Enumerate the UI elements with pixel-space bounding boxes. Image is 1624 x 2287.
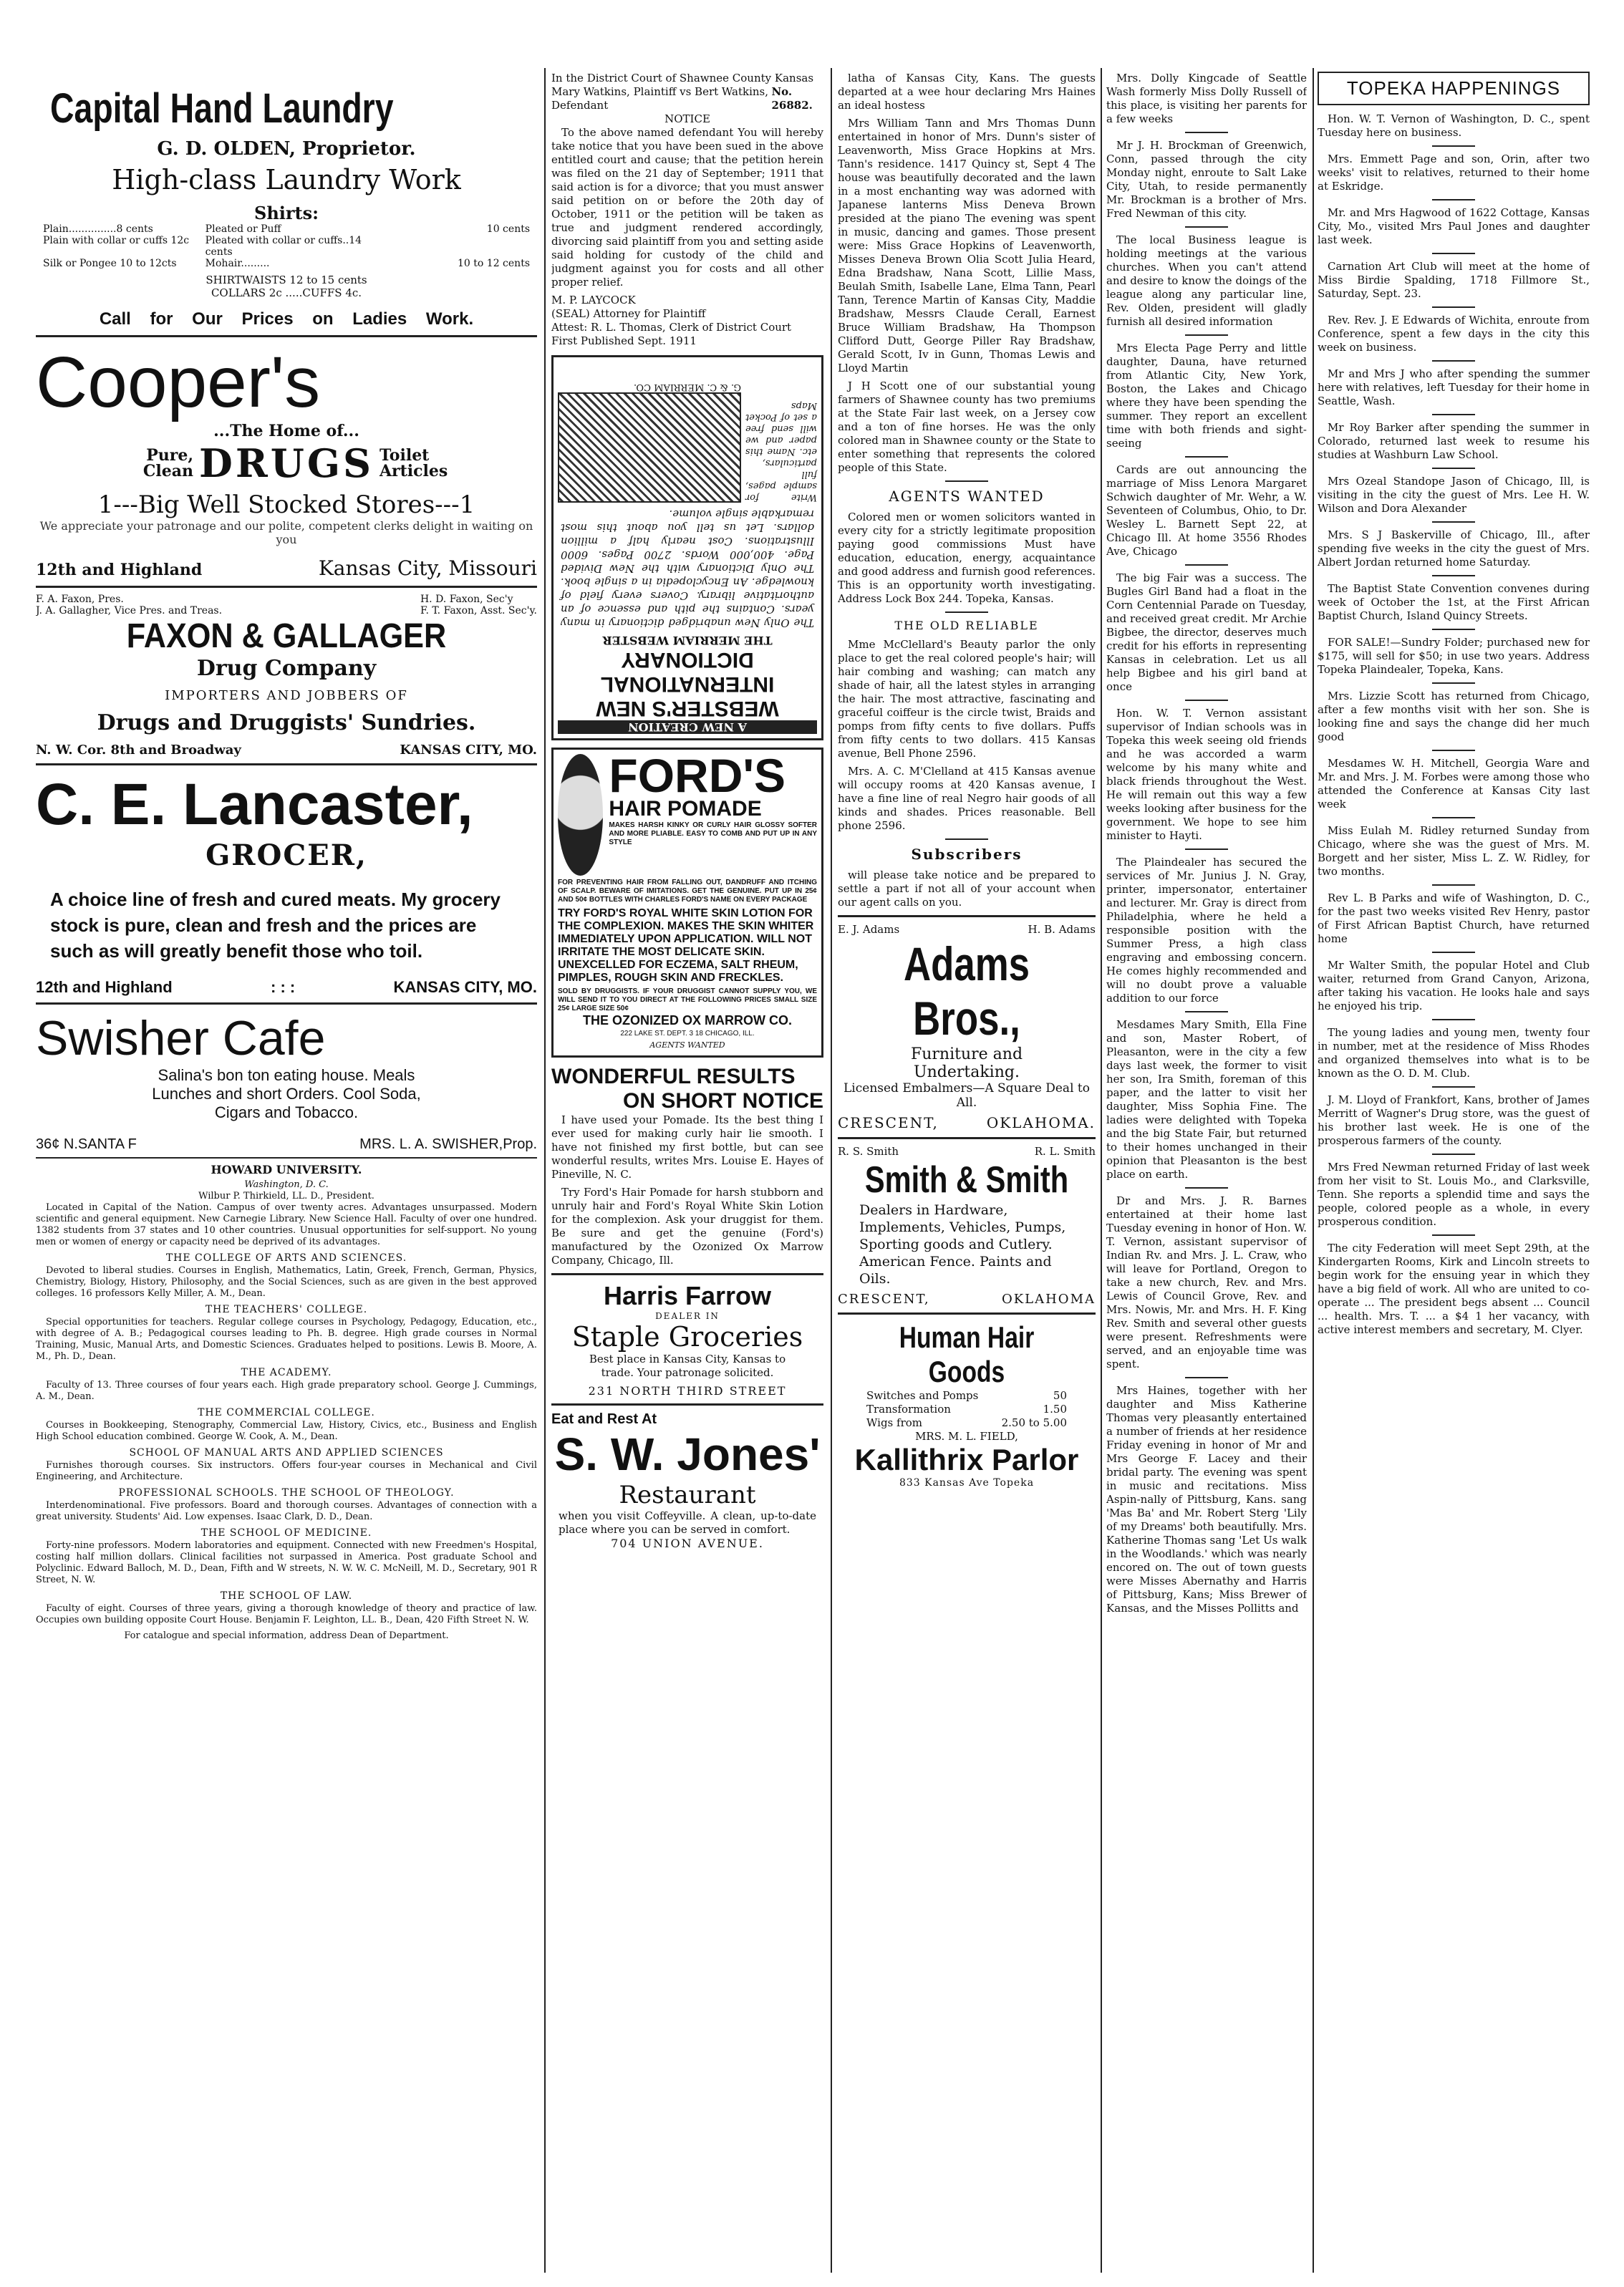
notice-body: To the above named defendant You will hereby take notice that you have been sued in the above entitled court and cause; that the petition herein was filed on the 21 day of September; 1911 that said action is for a divorce; that you must answer said petition on or before the 20th day of October, 1911 or the petition will be taken as true and judgment rendered accordingly, divorcing said plaintiff from you and setting aside said holding for custody of the child and judgment against you for costs and all other proper relief. [551,126,823,289]
news-item: Carnation Art Club will meet at the home of Miss Birdie Spalding, 1718 Fillmore St., Saturday, Sept. 23. [1318,260,1590,300]
lancaster-grocer: GROCER, [206,838,367,872]
faxon-subtitle: Drug Company [196,656,377,681]
adams-sub: Furniture and Undertaking. [910,1045,1023,1081]
divider [1185,564,1228,566]
dictionary-book-icon [558,392,741,503]
price-cell: 10 to 12 cents [458,258,531,269]
subscribers-title: Subscribers [911,846,1023,863]
jones-title: S. W. Jones' [554,1428,821,1480]
swisher-line: Salina's bon ton eating house. Meals [158,1066,415,1084]
cooper-stores: 1---Big Well Stocked Stores---1 [97,490,475,519]
divider [1185,226,1228,228]
divider [1432,1086,1475,1088]
news-item: The Plaindealer has secured the services of Mr. Junius J. N. Gray, printer, impersonator, entertainer and lecturer. Mr. Gray is direct from Philadelphia, where he held a responsible position with the Summer Press, a high class engraving and embossing concern. He comes highly recommended and will no doubt prove a valuable addition to our force [1106,856,1307,1005]
webster-tag: A NEW CREATION [558,720,817,734]
smith-officer-right: R. L. Smith [1034,1145,1096,1158]
news-item: Hon. W. T. Vernon assistant supervisor of Indian schools was in Topeka this week seeing old friends and he was accorded a warm welcome by his many white and black friends throughout the West. He will remain out this way a few weeks looking after business for the government. We hope to see him minister to Hayti. [1106,707,1307,842]
divider [1432,629,1475,630]
divider [36,1002,537,1005]
notice-number: No. 26882. [771,85,813,112]
smith-title: Smith & Smith [864,1159,1069,1201]
howard-section-text: Special opportunities for teachers. Regular college courses in Psychology, Pedagogy, Education, etc., with degree of A. B.; Pedagogical courses leading to Ph. B. degree. High grade courses in Normal Training, Music, Manual Arts, and Domestic Sciences. Graduates helped to positions. Lewis B. Moore, A. M., Ph. D., Dean. [36,1317,537,1362]
divider [1432,682,1475,684]
adams-body: Licensed Embalmers—A Square Deal to All. [844,1081,1090,1110]
webster-publisher: G. & C. MERRIAM CO. [634,382,741,392]
news-item: The big Fair was a success. The Bugles Girl Band had a float in the Corn Centennial Parade on Tuesday, and received great credit. Mr Archie Bigbee, the director, deserves much credit for his efforts in representing Kansas in celebration. Let us all help Bigbee and his girl band at once [1106,571,1307,693]
column-5 [1318,72,1590,2273]
fords-address: 222 LAKE ST. DEPT. 3 18 CHICAGO, ILL. [620,1030,755,1038]
divider [551,1403,823,1406]
wonderful-title-2: ON SHORT NOTICE [622,1089,823,1113]
divider [1185,132,1228,133]
divider [1432,1154,1475,1155]
laundry-title: Capital Hand Laundry [50,85,394,132]
divider [1432,1234,1475,1236]
divider [1432,817,1475,818]
news-item: J. M. Lloyd of Frankfort, Kans, brother of James Merritt of Wagner's Drug store, was the guest of his brother last week. He is one of the prosperous farmers of the county. [1318,1093,1590,1147]
notice-signature: M. P. LAYCOCK [551,294,636,306]
howard-section-heading: THE SCHOOL OF LAW. [220,1590,353,1602]
faxon-officers-left: F. A. Faxon, Pres. J. A. Gallagher, Vice Pres. and Treas. [36,594,223,617]
drugs-row [36,440,537,486]
fords-title: FORD'S [609,749,786,802]
human-item-price: 1.50 [1043,1403,1067,1416]
faxon-title: FAXON & GALLAGER [126,617,447,655]
price-row [36,258,537,269]
adams-city [838,1114,1096,1131]
lancaster-colons: : : : [271,978,296,996]
agents-title: AGENTS WANTED [889,488,1045,505]
human-item-label: Switches and Pomps [866,1389,979,1402]
jones-address: 704 UNION AVENUE. [611,1537,764,1550]
price-row [36,223,537,235]
adams-ad [838,923,1096,1131]
howard-section-text: Devoted to liberal studies. Courses in English, Mathematics, Latin, Greek, French, German, Physics, Chemistry, Biology, History, Philosophy, and the Social Sciences, such as are given in the best approved colleges. 16 professors Kelly Miller, A. M., Dean. [36,1265,537,1299]
human-title: Human Hair Goods [899,1320,1035,1388]
divider [1185,1377,1228,1378]
fords-subtitle: HAIR POMADE [609,797,762,821]
cooper-appreciate: We appreciate your patronage and our polite, competent clerks delight in waiting on you [39,519,533,546]
news-item: Mesdames W. H. Mitchell, Georgia Ware and Mr. and Mrs. J. M. Forbes were among those who attended the Conference at Kansas City last week [1318,757,1590,811]
wonderful-ad [551,1065,823,1267]
divider [1432,521,1475,523]
smith-officer-left: R. S. Smith [838,1145,899,1158]
fords-ad [551,748,823,1058]
divider [1432,468,1475,469]
smith-city-right: OKLAHOMA [1001,1292,1096,1307]
lancaster-address-left: 12th and Highland [36,978,173,996]
news-item: The Baptist State Convention convenes during week of October the 1st, at the First African Baptist Church, Island Quincy Streets. [1318,582,1590,622]
jones-body: when you visit Coffeyville. A clean, up-to-date place where you can be served in comfort. [559,1509,816,1536]
harris-address: 231 NORTH THIRD STREET [588,1384,787,1398]
jones-ad [551,1411,823,1550]
fords-small-1: MAKES HARSH KINKY OR CURLY HAIR GLOSSY SOFTER AND MORE PLIABLE. EASY TO COMB AND PUT UP IN ANY STYLE [609,821,817,846]
smith-body: Dealers in Hardware, Implements, Vehicles, Pumps, Sporting goods and Cutlery. American Fence. Paints and Oils. [859,1202,1066,1287]
divider [1432,575,1475,576]
adams-officer-right: H. B. Adams [1028,923,1096,936]
howard-section-heading: SCHOOL OF MANUAL ARTS AND APPLIED SCIENCES [129,1447,444,1459]
webster-coupon: Write for sample pages, full particulars, etc. Name this paper and we will send free a set of Pocket Maps [745,400,817,503]
adams-title: Adams Bros., [903,937,1030,1045]
news-item: latha of Kansas City, Kans. The guests departed at a wee hour declaring Mrs Haines an ideal hostess [838,72,1096,112]
news-item: Mr J. H. Brockman of Greenwich, Conn, passed through the city Monday night, enroute to Salt Lake City, Utah, to reside permanently Mr. Brockman is a brother of Mrs. Fred Newman of this city. [1106,139,1307,220]
news-item: Mrs Ozeal Standope Jason of Chicago, Ill, is visiting in the city the guest of Mrs. Lee H. W. Wilson and Dora Alexander [1318,475,1590,515]
fords-royal: TRY FORD'S ROYAL WHITE SKIN LOTION FOR THE COMPLEXION. MAKES THE SKIN WHITER IMMEDIATELY UPON APPLICATION. WILL NOT IRRITATE THE MOST DELICATE SKIN. UNEXCELLED FOR ECZEMA, SALT RHEUM, PIMPLES, ROUGH SKIN AND FRECKLES. [558,907,814,984]
howard-section-text: Faculty of 13. Three courses of four years each. High grade preparatory school. George J. Cummings, A. M., Dean. [36,1380,537,1402]
jones-restaurant: Restaurant [619,1481,756,1509]
jones-eat: Eat and Rest At [551,1411,657,1427]
fords-small-2: FOR PREVENTING HAIR FROM FALLING OUT, DANDRUFF AND ITCHING OF SCALP. BEWARE OF IMITATIONS. GET THE GENUINE. PUT UP IN 25¢ AND 50¢ BOTTLES WITH CHARLES FORD'S NAME ON EVERY PACKAGE [558,879,817,904]
howard-section-heading: PROFESSIONAL SCHOOLS. THE SCHOOL OF THEOLOGY. [118,1487,455,1499]
notice-court: In the District Court of Shawnee County Kansas [551,72,814,84]
news-item: FOR SALE!—Sundry Folder; purchased new for $175, will sell for $50; in use two years. Address Topeka Plaindealer, Topeka, Kans. [1318,636,1590,676]
divider [1432,1019,1475,1020]
news-item: Mr Walter Smith, the popular Hotel and Club waiter, returned from Grand Canyon, Arizona, after taking his vacation. He looks hale and says he enjoyed his trip. [1318,959,1590,1012]
portrait-icon [558,754,603,876]
price-cell: Silk or Pongee 10 to 12cts [43,258,177,269]
howard-section-text: Faculty of eight. Courses of three years, giving a thorough knowledge of theory and practice of law. Occupies own building opposite Court House. Benjamin F. Leighton, LL. B., Dean, 420 Fifth Street N. W. [36,1603,537,1625]
divider [1185,848,1228,850]
price-cell: 10 cents [486,223,531,235]
swisher-line: Cigars and Tobacco. [214,1103,359,1121]
divider [1432,253,1475,254]
fords-company: THE OZONIZED OX MARROW CO. [583,1013,792,1028]
divider [1185,1187,1228,1189]
human-item-label: Wigs from [866,1416,922,1429]
howard-location: Washington, D. C. [244,1179,329,1190]
howard-intro: Located in Capital of the Nation. Campus of over twenty acres. Advantages unsurpassed. Modern scientific and general equipment. New Carnegie Library. New Science Hall. Faculty of over one hundred. 1382 students from 37 states and 10 other countries. Unusual opportunities for self-support. No young men or women of energy or capacity need be deprived of its advantages. [36,1202,537,1247]
lancaster-body: A choice line of fresh and cured meats. My grocery stock is pure, clean and fresh and the prices are such as will greatly benefit those who toil. [50,889,501,962]
divider [1432,952,1475,953]
news-item: Mrs. Emmett Page and son, Orin, after two weeks' visit to relatives, returned to their home at Eskridge. [1318,153,1590,193]
divider [838,1137,1096,1139]
faxon-address-left: N. W. Cor. 8th and Broadway [36,743,241,758]
howard-section-text: Furnishes thorough courses. Six instructors. Offers four-year courses in Mechanical and Civil Engineering, and Architecture. [36,1460,537,1482]
fords-header [558,749,817,876]
lancaster-address-right: KANSAS CITY, MO. [393,978,537,996]
subscribers-body: will please take notice and be prepared to settle a part if not all of your account when our agent calls on you. [838,869,1096,909]
laundry-call: Call for Our Prices on Ladies Work. [99,309,474,329]
wonderful-body-2: Try Ford's Hair Pomade for harsh stubborn and unruly hair and Ford's Royal White Skin Lotion for the complexion. Ask your druggist for them. Be sure and get the genuine (Ford's) manufactured by the Ozonized Ox Marrow Company, Chicago, Ill. [551,1186,823,1267]
divider [36,763,537,765]
adams-officer-left: E. J. Adams [838,923,900,936]
howard-section-heading: THE COMMERCIAL COLLEGE. [198,1407,375,1418]
drugs-label: DRUGS [199,440,374,486]
divider [36,1157,537,1159]
divider [945,480,988,482]
faxon-ad [36,594,537,758]
reliable-title: THE OLD RELIABLE [894,619,1039,632]
cooper-address [36,556,537,580]
cooper-home: ...The Home of... [213,422,359,440]
adams-city-right: OKLAHOMA. [986,1114,1096,1131]
news-item: Mesdames Mary Smith, Ella Fine and son, Master Robert, of Pleasanton, were in the city a few days last week, the former to visit her son, Ira Smith, foreman of this paper, and the latter to visit her daughter, Miss Sophia Fine. The ladies were delighted with Topeka and the big State Fair, but returned to their homes unchanged in their opinion that Pleasanton is the best place on earth. [1106,1018,1307,1181]
human-item-price: 50 [1053,1389,1067,1402]
notice-seal: (SEAL) Attorney for Plaintiff [551,307,706,320]
cooper-address-left: 12th and Highland [36,561,203,579]
faxon-officers [36,594,537,617]
divider [1432,360,1475,362]
webster-merriam: THE MERRIAM WEBSTER [602,634,773,647]
news-item: Mrs. A. C. M'Clelland at 415 Kansas avenue will occupy rooms at 420 Kansas avenue, I have a fine line of real Negro hair goods of all kinds and shades. Prices reasonable. Bell phone 2596. [838,765,1096,832]
cooper-ad [36,343,537,580]
fords-title-block [609,749,817,847]
swisher-address-left: 36¢ N.SANTA F [36,1136,137,1152]
divider [1432,306,1475,308]
smith-officers [838,1145,1096,1159]
divider [1185,456,1228,458]
divider [1432,145,1475,147]
news-item: Hon. W. T. Vernon of Washington, D. C., spent Tuesday here on business. [1318,112,1590,139]
news-item: Mr Roy Barker after spending the summer in Colorado, returned last week to resume his studies at Washburn Law School. [1318,421,1590,461]
news-item: Mrs Electa Page Perry and little daughter, Dauna, have returned from Atlantic City, New York, Boston, the Lakes and Chicago where they have been spending the summer. They report an excellent time with both friends and sight-seeing [1106,342,1307,450]
column-rule [831,68,832,2273]
news-item: Rev. Rev. J. E Edwards of Wichita, enroute from Conference, spent a few days in the city this week on business. [1318,314,1590,354]
collars-price: COLLARS 2c .....CUFFS 4c. [211,286,362,299]
news-item: Mrs William Tann and Mrs Thomas Dunn entertained in honor of Mrs. Dunn's sister of Leavenworth, Miss Grace Hopkins at Mrs. Tann's residence. 1417 Quincy st, Sept 4 The house was beautifully decorated and the lawn in a most enchanting way was adorned with Japanese lanterns Miss Deneva Brown presided at the piano The evening was spent in music, dancing and games. Those present were: Miss Grace Hopkins of Leavenworth, Misses Deneva Brown Olia Scott Julia Heard, Edna Bradshaw, Nana Scott, Lillie Mass, Beulah Smith, Isabelle Lane, Elma Tann, Pearl Tann, Terence Martin of Kansas City, Maddie Bradshaw, Messrs Claude Cerall, Earnest Bruce William Bradshaw, Ha Thompson Clifford Dutt, George Piller Ray Bradshaw, Gerald Scott, Iv in Gunn, Thomas Lewis and Lloyd Martin [838,117,1096,374]
swisher-address-right: MRS. L. A. SWISHER,Prop. [359,1136,537,1152]
human-item [838,1403,1096,1416]
howard-section-heading: THE SCHOOL OF MEDICINE. [200,1527,372,1539]
divider [1185,334,1228,336]
swisher-title: Swisher Cafe [36,1011,326,1065]
howard-section-heading: THE COLLEGE OF ARTS AND SCIENCES. [165,1252,407,1264]
smith-ad [838,1145,1096,1307]
column-rule [1313,68,1314,2273]
smith-city [838,1292,1096,1307]
news-item: The local Business league is holding meetings at the various churches. When you can't attend and desire to know the doings of the league along any particular line, Rev. Olden, president will gladly furnish all desired information [1106,233,1307,328]
column-2 [551,72,823,2273]
court-notice [551,72,823,348]
price-cell: Plain...............8 cents [43,223,153,235]
adams-officers [838,923,1096,937]
divider [1432,884,1475,886]
swisher-line: Lunches and short Orders. Cool Soda, [152,1085,421,1103]
news-item: Miss Eulah M. Ridley returned Sunday from Chicago, where she was the guest of Mrs. M. Borgett and her sister, Miss L. Z. W. Ridley, for two months. [1318,824,1590,878]
human-hair-ad [838,1320,1096,1489]
pure-clean-label: Pure, Clean [142,446,194,480]
harris-dealer: DEALER IN [655,1311,720,1321]
swisher-address [36,1136,537,1153]
kalli-address: 833 Kansas Ave Topeka [899,1477,1035,1489]
price-cell: Pleated or Puff [205,223,281,235]
lancaster-address [36,978,537,997]
notice-attest: Attest: R. L. Thomas, Clerk of District Court [551,321,792,334]
divider [551,1273,823,1275]
news-item: Mrs Fred Newman returned Friday of last week from her visit to St. Louis Mo., and Clarksville, Tenn. She reports a splendid time and says the people, colored people as a whole, in every prosperous condition. [1318,1161,1590,1228]
divider [36,335,537,337]
shirtwaists-price: SHIRTWAISTS 12 to 15 cents [206,274,367,286]
harris-title: Harris Farrow [603,1281,772,1310]
news-item: Mrs. S J Baskerville of Chicago, Ill., after spending five weeks in the city the guest of Mrs. Albert Jordan returned home Saturday. [1318,528,1590,569]
webster-ad [551,355,823,740]
notice-title: NOTICE [664,112,710,125]
human-item [838,1416,1096,1430]
news-item: The young ladies and young men, twenty four in number, met at the residence of Miss Rhodes and organized themselves into what is to be known as the O. D. M. Club. [1318,1026,1590,1080]
news-item: Mr and Mrs J who after spending the summer here with relatives, left Tuesday for their home in Seattle, Wash. [1318,367,1590,407]
laundry-proprietor: G. D. OLDEN, Proprietor. [157,138,416,160]
divider [838,915,1096,917]
human-item-label: Transformation [866,1403,951,1416]
price-row [36,235,537,258]
column-3 [838,72,1096,2273]
column-1 [36,72,537,2273]
faxon-goods: Drugs and Druggists' Sundries. [97,710,476,735]
news-item: Cards are out announcing the marriage of Miss Lenora Margaret Schwich daughter of Mr. Wehr, a W. Seventeen of Columbus, Ohio, to Dr. Wesley L. Barnett Sept 22, at Chicago Ill. At home 3556 Rhodes Ave, Chicago [1106,463,1307,558]
price-cell: Pleated with collar or cuffs..14 cents [205,235,362,258]
news-item: Mrs. Lizzie Scott has returned from Chicago, after a few months visit with her son. She is looking fine and says the change did her much good [1318,690,1590,743]
column-rule [544,68,546,2273]
lancaster-ad [36,771,537,997]
harris-staple: Staple Groceries [571,1321,803,1353]
divider [1185,700,1228,701]
howard-section-text: Forty-nine professors. Modern laboratories and equipment. Connected with new Freedmen's Hospital, costing half million dollars. Clinical facilities not surpassed in America. Post graduate School and Polyclinic. Edward Balloch, M. D., Dean, Fifth and W streets, N. W. W. C. McNeill, M. D., Secretary, 901 R Street, N. W. [36,1540,537,1585]
wonderful-body: I have used your Pomade. Its the best thing I ever used for making curly hair lie smooth. I have not finished my first bottle, but can see wonderful results, writes Mrs. Louise E. Hayes of Pineville, N. C. [551,1113,823,1181]
howard-section-text: Courses in Bookkeeping, Stenography, Commercial Law, History, Civics, etc., Business and English High School education combined. George W. Cook, A. M., Dean. [36,1420,537,1442]
faxon-address [36,743,537,758]
fords-agents: AGENTS WANTED [649,1040,725,1050]
reliable-body: Mme McClellard's Beauty parlor the only place to get the real colored people's hair; will hair combing and washing; can match any shade of hair, all the latest styles in arranging the hair. The most attractive, fascinating and graceful coiffeur is the circle twist, Braids and pomps from fifty cents to five dollars. Puffs from fifty cents to two dollars. 415 Kansas avenue, Bell Phone 2596. [838,638,1096,760]
howard-president: Wilbur P. Thirkield, LL. D., President. [198,1191,374,1201]
howard-footer: For catalogue and special information, address Dean of Department. [124,1630,449,1641]
webster-body: The Only New unabridged dictionary in many years. Contains the pith and essence of an authoritative library. Covers every field of knowledge. An Encyclopedia in a single book. The Only Dictionary with the New Divided Page. 400,000 Words. 2700 Pages. 6000 Illustrations. Cost nearly half a million dollars. Let us tell you about this most remarkable single volume. [561,508,814,629]
divider [1432,414,1475,415]
kalli-title: Kallithrix Parlor [854,1443,1079,1476]
faxon-officers-right: H. D. Faxon, Sec'y F. T. Faxon, Asst. Sec'y. [420,594,537,617]
news-item: J H Scott one of our substantial young farmers of Shawnee county has two premiums at the State Fair last week, on a Jersey cow and a ton of fine horses. He was the only colored man in Shawnee county or the State to enter something that represents the colored people of this State. [838,379,1096,474]
divider [36,586,537,588]
cooper-title: Cooper's [36,342,321,422]
howard-section-text: Interdenominational. Five professors. Board and thorough courses. Advantages of connection with a great university. Students' Aid. Low expenses. Isaac Clark, D. D., Dean. [36,1500,537,1522]
divider [945,611,988,613]
price-cell: Plain with collar or cuffs 12c [43,235,190,246]
news-item: The city Federation will meet Sept 29th, at the Kindergarten Rooms, Kirk and Lincoln streets to begin work for the ensuing year in which they have a big field of work. All who are united to co-operate ... The president begs absent ... Council ... health. Mrs. T. ... a $4 1 her vacancy, with active interest members and secretary, M. Clyer. [1318,1242,1590,1336]
faxon-address-right: KANSAS CITY, MO. [400,743,537,758]
toilet-label: Toilet Articles [379,446,448,480]
divider [1432,750,1475,751]
lancaster-title: C. E. Lancaster, [36,772,473,837]
news-item: Mrs. Dolly Kingcade of Seattle Wash formerly Miss Dolly Russell of this place, is visiting her parents for a few weeks [1106,72,1307,125]
harris-ad [551,1281,823,1398]
howard-ad [36,1163,537,1642]
shirts-header: Shirts: [254,203,319,223]
price-cell: Mohair......... [205,258,270,269]
divider [838,1312,1096,1315]
topeka-header: TOPEKA HAPPENINGS [1318,72,1590,105]
fords-sold: SOLD BY DRUGGISTS. IF YOUR DRUGGIST CANNOT SUPPLY YOU, WE WILL SEND IT TO YOU DIRECT AT THE FOLLOWING PRICES SMALL SIZE 25¢ LARGE SIZE 50¢ [558,987,817,1012]
webster-bottom [558,392,817,503]
notice-parties-row [551,85,823,112]
webster-title: WEBSTER'S NEW INTERNATIONAL DICTIONARY [596,648,779,720]
news-item: Rev L. B Parks and wife of Washington, D. C., for the past two weeks visited Rev Henry, pastor of First African Baptist Church, have returned home [1318,891,1590,945]
notice-published: First Published Sept. 1911 [551,334,697,347]
human-item-price: 2.50 to 5.00 [1001,1416,1067,1429]
divider [1432,199,1475,200]
howard-section-heading: THE TEACHERS' COLLEGE. [205,1304,368,1315]
news-item: Mr. and Mrs Hagwood of 1622 Cottage, Kansas City, Mo., visited Mrs Paul Jones and daughter last week. [1318,206,1590,246]
howard-section-heading: THE ACADEMY. [241,1367,332,1378]
laundry-tagline: High-class Laundry Work [112,164,461,195]
column-4 [1106,72,1307,2273]
human-owner: MRS. M. L. FIELD, [915,1430,1018,1443]
divider [1185,1011,1228,1012]
divider [945,838,988,840]
cooper-address-right: Kansas City, Missouri [318,556,537,580]
adams-city-left: CRESCENT, [838,1114,939,1131]
news-item: Dr and Mrs. J. R. Barnes entertained at their home last Tuesday evening in honor of Hon. W. T. Vernon, assistant supervisor of Indian Rv. and Mrs. J. L. Craw, who will leave for Portland, Oregon to take a new church, Rev. and Mrs. Lewis of Council Grove, Rev. and Mrs. Nowis, Mr. and Mrs. H. F. King Rev. Smith and several other guests were present. Refreshments were served, and an enjoyable time was spent. [1106,1194,1307,1370]
howard-title: HOWARD UNIVERSITY. [211,1163,362,1176]
price-cell [367,235,530,258]
harris-body: Best place in Kansas City, Kansas to trade. Your patronage solicited. [589,1353,786,1379]
column-rule [1101,68,1102,2273]
news-item: Mrs Haines, together with her daughter and Miss Katherine Thomas very pleasantly entertained a number of friends at her residence Friday evening in honor of Mr and Mrs George F. Lacey and their bridal party. The evening was spent in music and recitations. Miss Aspin-nally of Pittsburg, Kans. sang 'Mas Ba' and Mr. Robert Sterg 'Lily of my Dreams' both beautifully. Mrs. Katherine Thomas sang 'Let Us walk in the Woodlands.' which was nearly encored on. The out of town guests were Misses Abernathy and Harris of Pittsburg, Kans; Miss Brewer of Kansas, and the Misses Pollitts and [1106,1384,1307,1615]
wonderful-title-1: WONDERFUL RESULTS [551,1065,796,1088]
human-item [838,1389,1096,1403]
notice-parties: Mary Watkins, Plaintiff vs Bert Watkins, Defendant [551,85,769,112]
faxon-importers: IMPORTERS AND JOBBERS OF [165,688,408,703]
agents-body: Colored men or women solicitors wanted in every city for a strictly legitimate proposition paying good commissions Must have education, education, energy, acquaintance and good address and furnish good references. This is an opportunity worth investigating. Address Lock Box 244. Topeka, Kansas. [838,511,1096,605]
laundry-ad [36,84,537,329]
smith-city-left: CRESCENT, [838,1292,930,1307]
swisher-ad [36,1010,537,1153]
